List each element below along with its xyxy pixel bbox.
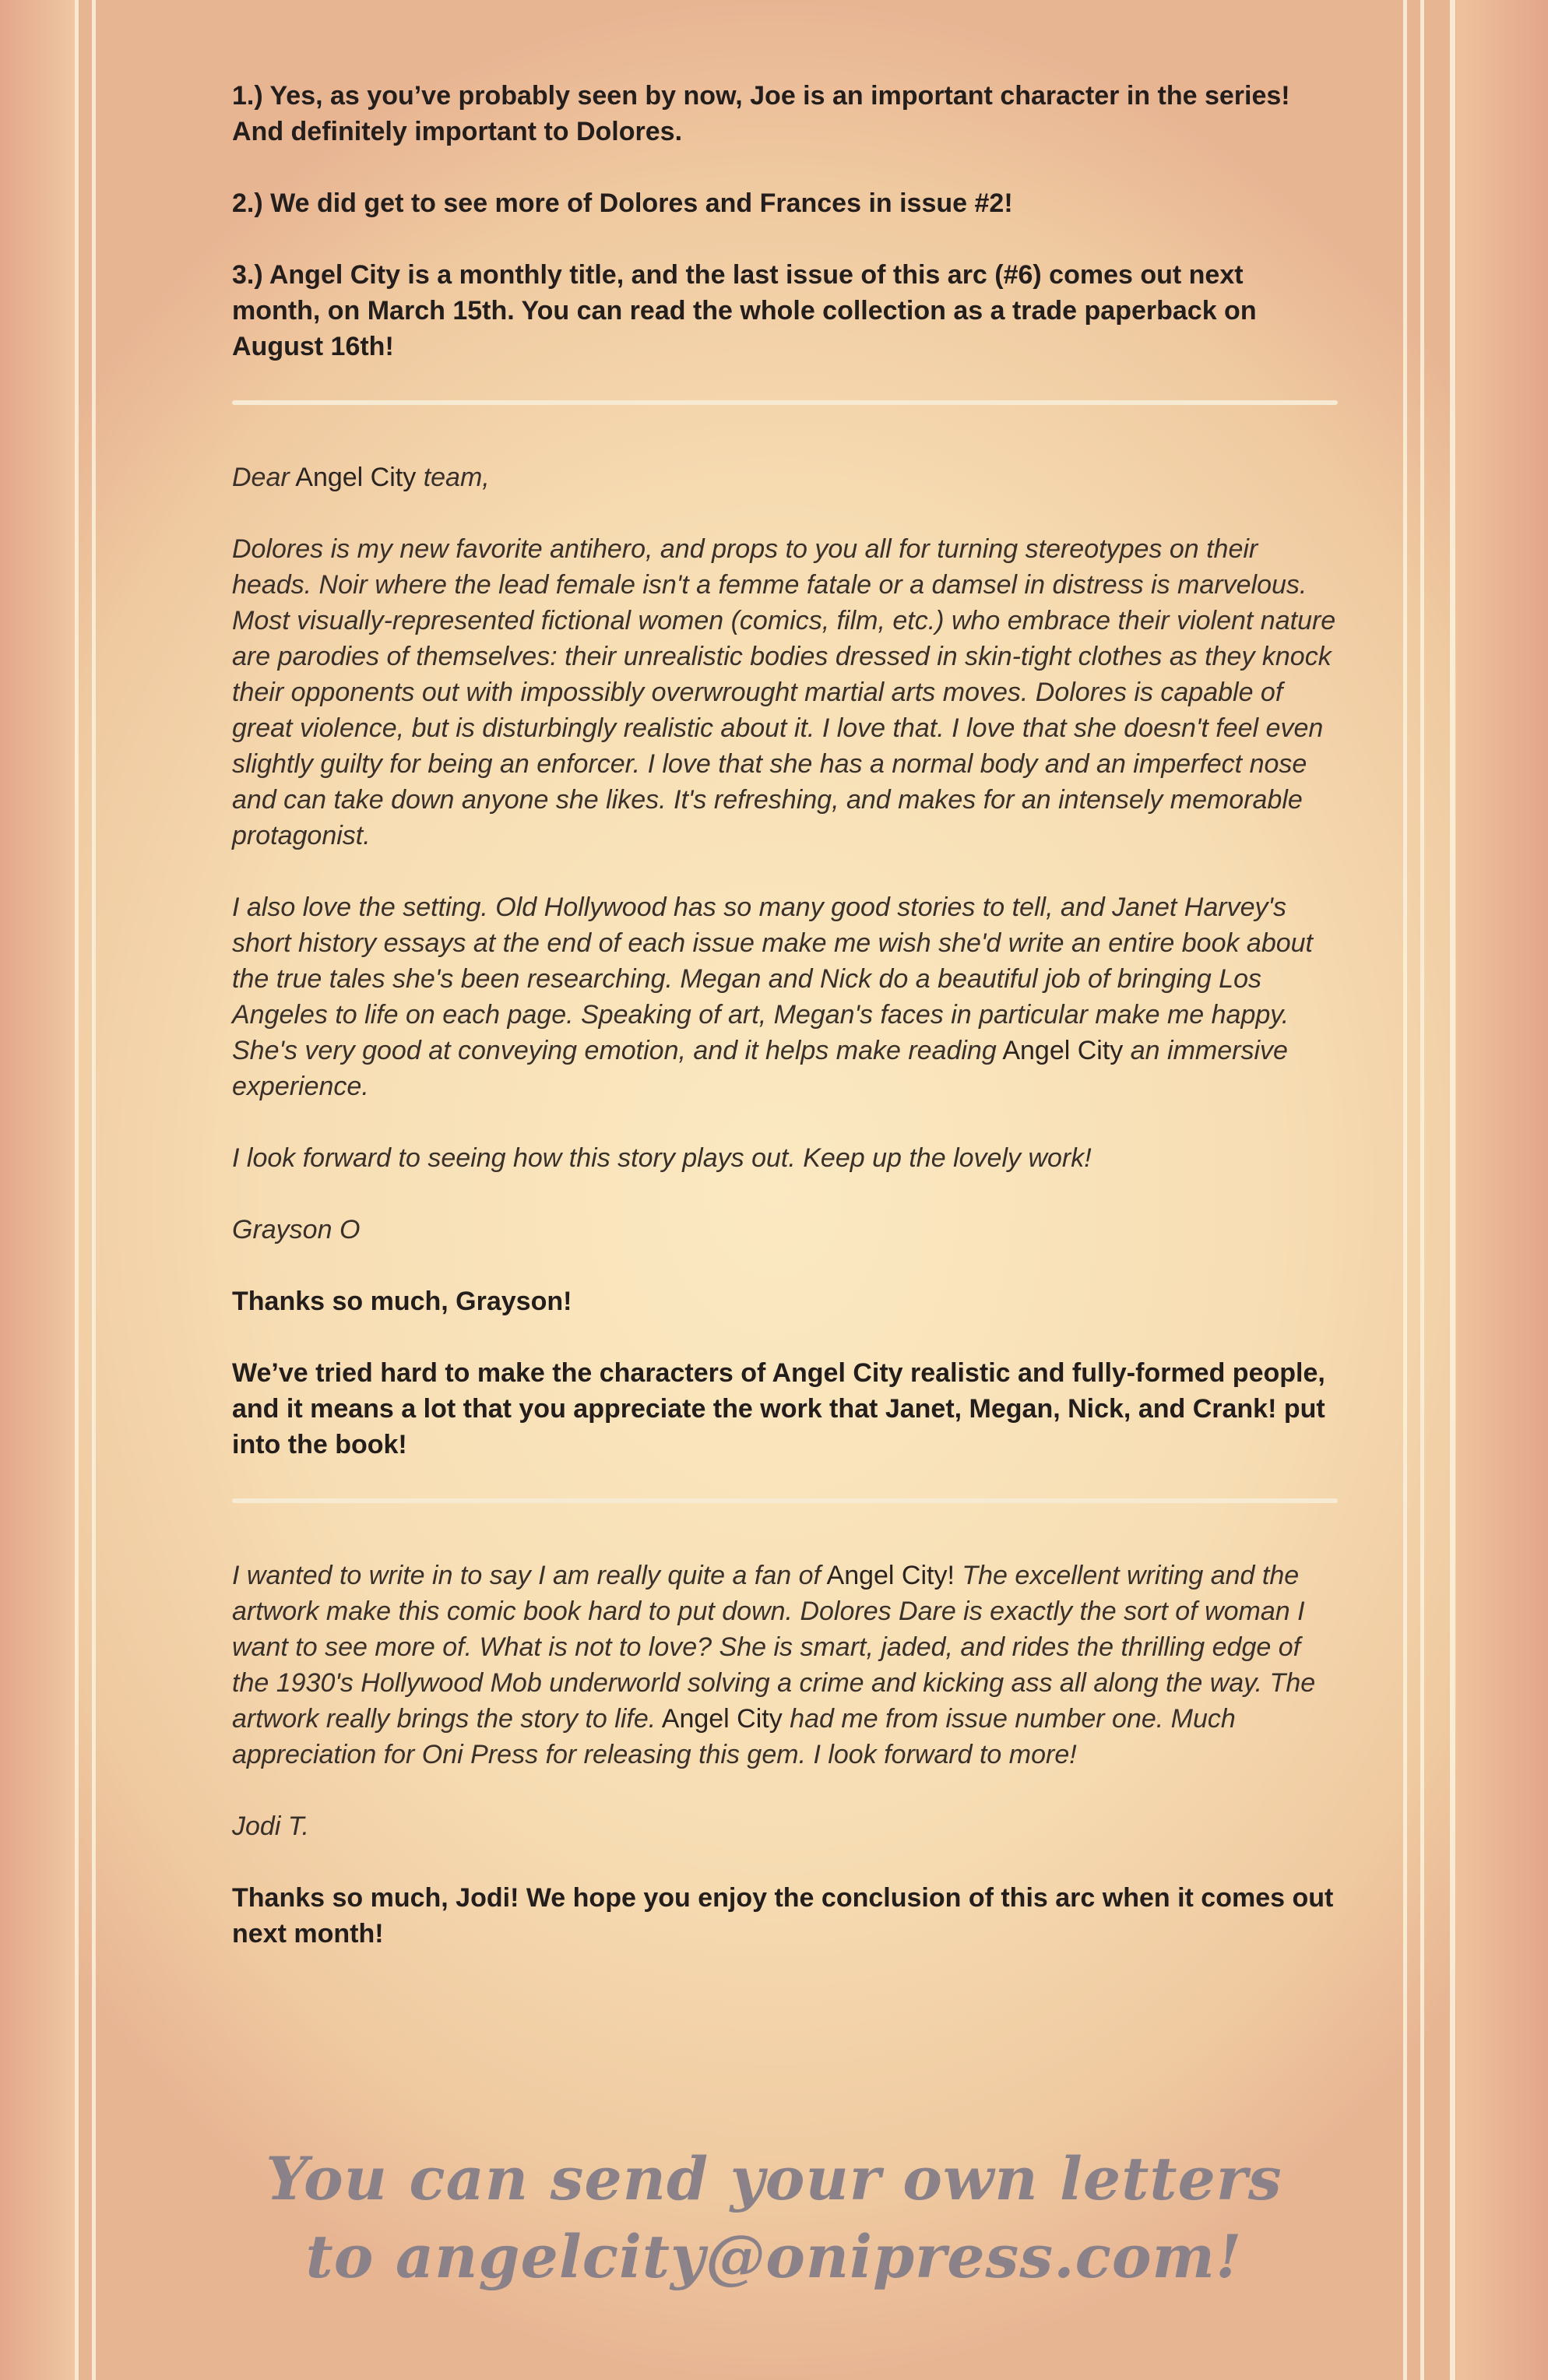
salutation-dear: Dear [232, 463, 290, 492]
letter-signature: Grayson O [232, 1215, 361, 1245]
left-stripe [75, 0, 79, 2380]
letter-text: an immersive experience. [232, 1036, 1288, 1101]
letter-salutation [232, 459, 1338, 495]
right-stripe [1403, 0, 1407, 2380]
letter-text: had me from issue number one. Much appreciation for Oni Press for releasing this gem. I look forward to more! [232, 1704, 1236, 1769]
letter-paragraph [232, 889, 1338, 1104]
letter-signature: Jodi T. [232, 1811, 309, 1841]
letter-text: The excellent writing and the artwork make this comic book hard to put down. Dolores Dare is exactly the sort of woman I want to see more of. What is not to love? She is smart, jaded, and rides the thrilling edge of the 1930's Hollywood Mob underworld solving a crime and kicking ass all along the way. The artwork really brings the story to life. [232, 1561, 1316, 1734]
left-stripe [92, 0, 96, 2380]
title-mention: Angel City [661, 1704, 783, 1734]
reply-text: Thanks so much, Grayson! [232, 1287, 572, 1316]
closing-message [0, 2140, 1548, 2296]
letter-paragraph: Dolores is my new favorite antihero, and props to you all for turning stereotypes on their heads. Noir where the lead female isn't a femme fatale or a damsel in distress is marvelous. Most visually-represented fictional women (comics, film, etc.) who embrace their violent nature are parodies of themselves: their unrealistic bodies dressed in skin-tight clothes as they knock their opponents out with impossibly overwrought martial arts moves. Dolores is capable of great violence, but is disturbingly realistic about it. I love that. I love that she doesn't feel even slightly guilty for being an enforcer. I love that she has a normal body and an imperfect nose and can take down anyone she likes. It's refreshing, and makes for an intensely memorable protagonist. [232, 534, 1336, 850]
right-border [1456, 0, 1548, 2380]
title-mention: Angel City! [826, 1561, 955, 1590]
salutation-team: team, [423, 463, 490, 492]
left-border [0, 0, 75, 2380]
closing-line: You can send your own letters [266, 2144, 1282, 2213]
closing-email-line: to angelcity@onipress.com! [305, 2222, 1243, 2291]
answer-2: 2.) We did get to see more of Dolores and Frances in issue #2! [232, 188, 1013, 218]
reply-text: Thanks so much, Jodi! We hope you enjoy the conclusion of this arc when it comes out next month! [232, 1883, 1334, 1949]
reply-text: We’ve tried hard to make the characters of Angel City realistic and fully-formed people, and it means a lot that you appreciate the work that Janet, Megan, Nick, and Crank! put into the book! [232, 1358, 1325, 1459]
right-stripe [1420, 0, 1424, 2380]
letter-paragraph [232, 1558, 1338, 1773]
letter-text: I also love the setting. Old Hollywood has so many good stories to tell, and Janet Harvey's short history essays at the end of each issue make me wish she'd write an entire book about the true tales she's been researching. Megan and Nick do a beautiful job of bringing Los Angeles to life on each page. Speaking of art, Megan's faces in particular make me happy. She's very good at conveying emotion, and it helps make reading [232, 892, 1314, 1065]
letters-column [232, 78, 1338, 1987]
answer-3: 3.) Angel City is a monthly title, and the last issue of this arc (#6) comes out next month, on March 15th. You can read the whole collection as a trade paperback on August 16th! [232, 260, 1257, 361]
salutation-title: Angel City [295, 463, 417, 492]
letter-text: I wanted to write in to say I am really quite a fan of [232, 1561, 821, 1590]
letter-paragraph: I look forward to seeing how this story plays out. Keep up the lovely work! [232, 1143, 1092, 1173]
section-divider [232, 1498, 1338, 1503]
title-mention: Angel City [1002, 1036, 1124, 1065]
right-stripe [1450, 0, 1455, 2380]
section-divider [232, 400, 1338, 405]
answer-1: 1.) Yes, as you’ve probably seen by now, Joe is an important character in the series! And definitely important to Dolores. [232, 81, 1290, 146]
